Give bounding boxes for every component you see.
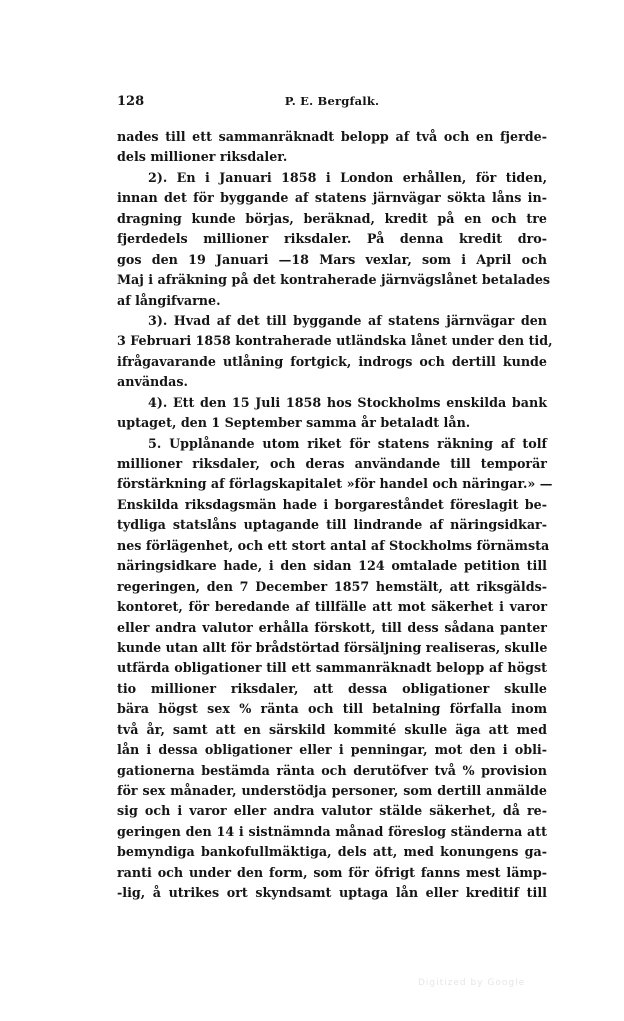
text-line: för sex månader, understödja personer, som dertill anmälde — [117, 783, 547, 798]
text-line: förstärkning af förlagskapitalet »för handel och näringar.» — — [117, 476, 553, 492]
text-line: bemyndiga bankofullmäktiga, dels att, med konungens ga- — [117, 844, 547, 860]
page-number: 128 — [117, 94, 145, 109]
text-line: eller andra valutor erhålla förskott, till dess sådana panter — [117, 619, 547, 635]
text-line: nes förlägenhet, och ett stort antal af Stockholms förnämsta — [117, 537, 550, 553]
text-line: sig och i varor eller andra valutor stälde säkerhet, då re- — [117, 803, 547, 819]
text-line: 5. Upplånande utom riket för statens räkning af tolf — [148, 435, 547, 451]
body-text — [117, 127, 553, 904]
text-line: 3). Hvad af det till byggande af statens järnvägar den — [148, 312, 547, 328]
text-line: innan det för byggande af statens järnvägar sökta låns in- — [117, 190, 547, 206]
text-line: 2). En i Januari 1858 i London erhållen, för tiden, — [148, 169, 547, 185]
text-line: användas. — [117, 374, 188, 390]
text-line: Enskilda riksdagsmän hade i borgareståndet föreslagit be- — [117, 496, 547, 512]
text-line: Maj i afräkning på det kontraherade järnvägslånet betalades — [117, 272, 551, 288]
text-line: regeringen, den 7 December 1857 hemstält, att riksgälds- — [117, 578, 547, 594]
text-line: tydliga statslåns uptagande till lindrande af näringsidkar- — [117, 517, 547, 533]
text-line: fjerdedels millioner riksdaler. På denna kredit dro- — [117, 231, 547, 247]
text-line: millioner riksdaler, och deras användande till temporär — [117, 456, 547, 471]
text-line: 4). Ett den 15 Juli 1858 hos Stockholms enskilda bank — [148, 394, 547, 410]
text-line: uptaget, den 1 September samma år betaladt lån. — [117, 415, 471, 431]
text-line: -lig, å utrikes ort skyndsamt uptaga lån eller kreditif till — [117, 885, 547, 901]
text-line: 3 Februari 1858 kontraherade utländska lånet under den tid, — [117, 333, 553, 349]
text-line: kontoret, för beredande af tillfälle att mot säkerhet i varor — [117, 599, 547, 615]
running-head: P. E. Bergfalk. — [284, 94, 380, 108]
text-line: ranti och under den form, som för öfrigt fanns mest lämp- — [117, 864, 547, 880]
digitization-watermark: Digitized by Google — [418, 978, 526, 988]
text-line: gationerna bestämda ränta och derutöfver två % provision — [117, 762, 547, 778]
text-line: ifrågavarande utlåning fortgick, indrogs och dertill kunde — [117, 353, 547, 369]
text-line: kunde utan allt för brådstörtad försäljning realiseras, skulle — [117, 639, 548, 655]
text-line: nades till ett sammanräknadt belopp af två och en fjerde- — [117, 129, 547, 144]
text-line: geringen den 14 i sistnämnda månad föreslog ständerna att — [117, 823, 547, 839]
text-line: näringsidkare hade, i den sidan 124 omtalade petition till — [117, 558, 547, 574]
text-line: två år, samt att en särskild kommité skulle äga att med — [117, 721, 547, 737]
text-line: utfärda obligationer till ett sammanräknadt belopp af högst — [117, 660, 547, 676]
text-line: lån i dessa obligationer eller i penningar, mot den i obli- — [117, 742, 547, 758]
text-line: gos den 19 Januari —18 Mars vexlar, som i April och — [117, 251, 547, 267]
text-line: af långifvarne. — [117, 292, 221, 308]
page-header — [117, 94, 547, 114]
text-line: dragning kunde börjas, beräknad, kredit på en och tre — [117, 210, 547, 226]
text-line: bära högst sex % ränta och till betalning förfalla inom — [117, 701, 547, 717]
text-line: dels millioner riksdaler. — [117, 149, 288, 165]
text-line: tio millioner riksdaler, att dessa obligationer skulle — [117, 680, 547, 696]
